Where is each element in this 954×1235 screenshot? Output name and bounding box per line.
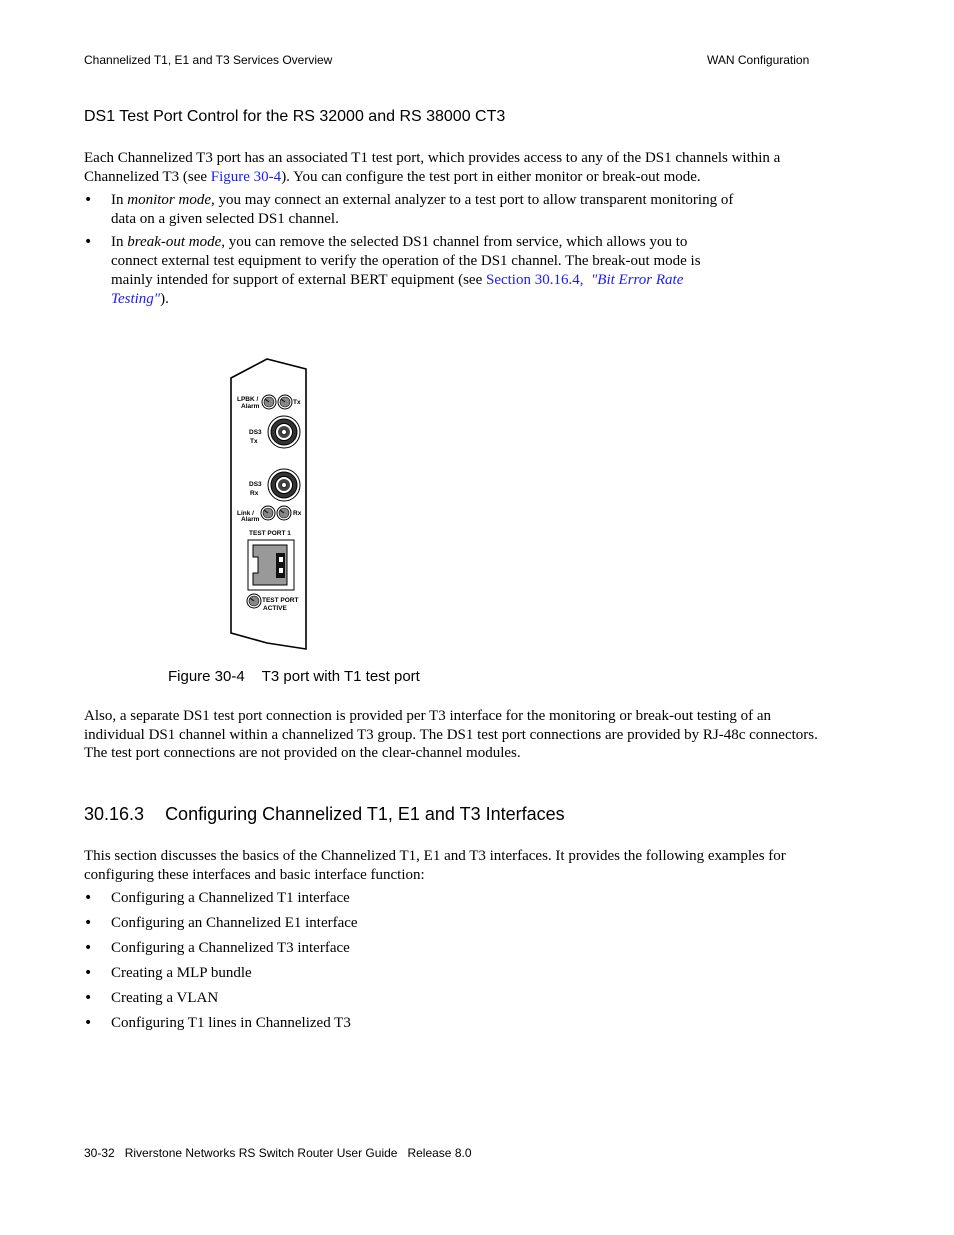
figure-30-4-link[interactable]: Figure 30-4 [210,168,282,185]
section-heading-ds1-test-port: DS1 Test Port Control for the RS 32000 and RS 38000 CT3 [84,108,506,125]
ds3-rx-bnc-connector-icon [268,469,300,501]
label-rx: Rx [293,510,302,517]
rj48c-test-port-icon [248,540,294,590]
label-alarm-2: Alarm [241,516,260,523]
term-break-out-mode: break-out mode [127,234,222,251]
label-test-port-1: TEST PORT 1 [249,530,291,537]
section-number: 30.16.3 [84,804,145,824]
test-port-connection-paragraph: Also, a separate DS1 test port connection is provided per T3 interface for the monitoring or break-out testing of an individual DS1 channel within a channelized T3 group. The DS1 test port connections are provided by RJ-48c connectors. The test port connections are not provided on the clear-channel modules. [84,708,818,762]
t3-port-figure [225,355,315,650]
label-ds3-tx: DS3 [249,429,262,436]
t3-port-panel-drawing [225,355,315,650]
tx-led-icon [278,395,292,409]
page-footer: 30-32 Riverstone Networks RS Switch Router User Guide Release 8.0 [84,1146,472,1160]
intro-text-2: ). You can configure the test port in either monitor or break-out mode. [281,168,701,185]
label-test-port-active-1: TEST PORT [262,597,299,604]
label-link: Link / [237,510,254,517]
list-item-break-out-mode: • In break-out mode, you can remove the selected DS1 channel from service, which allows you to connect external test equipment to verify the operation of the DS1 channel. The break-out mode is mainly intended for support of external BERT equipment (see Section 30.16.4, "Bit Error Rate Testing"). [84,233,734,308]
label-rx-2: Rx [250,490,259,497]
examples-bullet-list [84,889,584,1033]
figure-caption-text: T3 port with T1 test port [261,668,420,685]
intro-text-1: Each Channelized T3 port has an associated T1 test port, which provides access to any of the DS1 channels within a Channelized T3 (see [84,150,781,185]
running-header-left: Channelized T1, E1 and T3 Services Overview [84,53,333,67]
figure-caption [168,668,420,685]
mode-bullet-list [84,191,734,308]
bit-error-rate-testing-link[interactable]: "Bit Error Rate Testing" [111,271,684,307]
list-item: • Creating a VLAN [84,989,584,1008]
running-header-right: WAN Configuration [707,53,810,67]
figure-caption-number: Figure 30-4 [168,668,245,685]
link-alarm-led-icon [261,506,275,520]
list-item: • Configuring T1 lines in Channelized T3 [84,1014,584,1033]
label-lpbk: LPBK / [237,396,259,403]
list-item: • Configuring an Channelized E1 interface [84,914,584,933]
list-item: • Creating a MLP bundle [84,964,584,983]
intro-paragraph [84,149,819,186]
list-item: • Configuring a Channelized T1 interface [84,889,584,908]
section-heading-30-16-3 [84,804,565,825]
label-tx-2: Tx [250,438,258,445]
label-test-port-active-2: ACTIVE [263,605,287,612]
section-30-16-4-link[interactable]: Section 30.16.4, [485,271,584,288]
rx-led-icon [277,506,291,520]
term-monitor-mode: monitor mode [127,192,211,208]
label-alarm-1: Alarm [241,403,260,410]
lpbk-alarm-led-icon [262,395,276,409]
section-2-intro: This section discusses the basics of the Channelized T1, E1 and T3 interfaces. It provides the following examples for configuring these interfaces and basic interface function: [84,848,786,883]
list-item: • Configuring a Channelized T3 interface [84,939,584,958]
section-title: Configuring Channelized T1, E1 and T3 Interfaces [165,804,565,824]
ds3-tx-bnc-connector-icon [268,416,300,448]
label-ds3-rx: DS3 [249,481,262,488]
list-item-monitor-mode: • In monitor mode, you may connect an external analyzer to a test port to allow transparent monitoring of data on a given selected DS1 channel. [84,191,734,228]
label-tx: Tx [293,399,301,406]
test-port-active-led-icon [247,594,261,608]
